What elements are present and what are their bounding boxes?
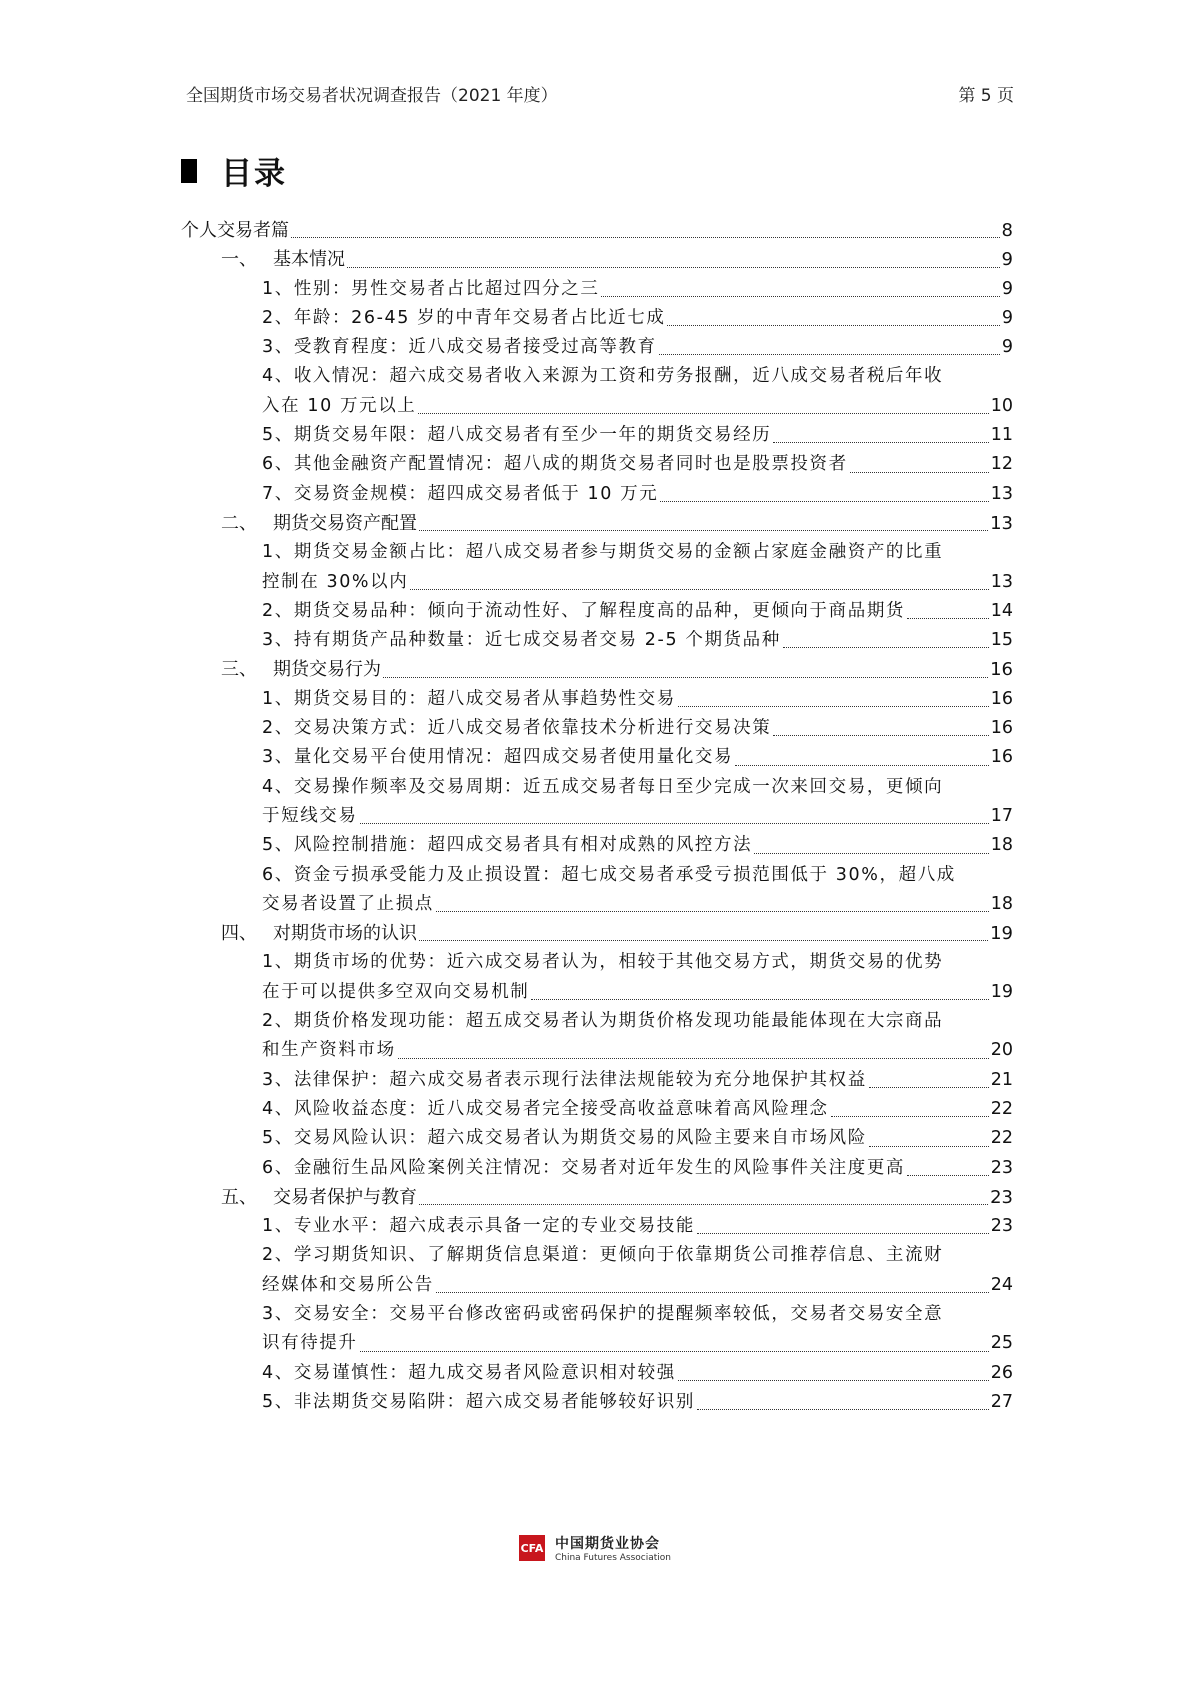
toc-entry-label: 基本情况 bbox=[273, 249, 345, 271]
toc-entry-label: 个人交易者篇 bbox=[181, 220, 289, 241]
toc-entry-page: 20 bbox=[990, 1040, 1013, 1061]
toc-entry-item[interactable] bbox=[181, 392, 1013, 421]
toc-entry-item[interactable] bbox=[181, 421, 1013, 450]
toc-entry-item[interactable] bbox=[181, 480, 1013, 509]
toc-entry-page: 13 bbox=[990, 571, 1013, 592]
toc-entry-label: 和生产资料市场 bbox=[262, 1040, 396, 1061]
toc-entry-label: 5、期货交易年限：超八成交易者有至少一年的期货交易经历 bbox=[262, 425, 772, 446]
toc-entry-page: 22 bbox=[990, 1128, 1013, 1149]
dot-leader bbox=[697, 1408, 989, 1410]
dot-leader bbox=[410, 588, 988, 590]
toc-entry-page: 19 bbox=[990, 923, 1013, 945]
dot-leader bbox=[907, 617, 989, 619]
toc-entry-item[interactable] bbox=[181, 714, 1013, 743]
toc-entry-section[interactable] bbox=[181, 1183, 1013, 1212]
toc-entry-item[interactable] bbox=[181, 333, 1013, 362]
toc-entry-label: 识有待提升 bbox=[262, 1333, 358, 1354]
dot-leader bbox=[360, 1350, 989, 1352]
toc-entry-page: 16 bbox=[990, 718, 1013, 739]
toc-entry-page: 15 bbox=[990, 630, 1013, 651]
toc-entry-page: 16 bbox=[990, 659, 1013, 681]
dot-leader bbox=[418, 412, 988, 414]
section-number: 五、 bbox=[221, 1186, 257, 1208]
toc-entry-page: 26 bbox=[990, 1362, 1013, 1383]
toc-entry-item[interactable] bbox=[181, 1329, 1013, 1358]
toc-entry-item[interactable] bbox=[181, 450, 1013, 479]
toc-entry-page: 16 bbox=[990, 747, 1013, 768]
table-of-contents bbox=[181, 216, 1013, 1417]
dot-leader bbox=[850, 471, 989, 473]
page-header bbox=[186, 80, 1014, 106]
heading-square-icon bbox=[181, 159, 197, 183]
org-name-en: China Futures Association bbox=[554, 1553, 672, 1563]
toc-entry-item[interactable] bbox=[181, 568, 1013, 597]
toc-entry-label: 在于可以提供多空双向交易机制 bbox=[262, 981, 530, 1002]
dot-leader bbox=[783, 646, 989, 648]
toc-entry-label: 5、非法期货交易陷阱：超六成交易者能够较好识别 bbox=[262, 1391, 695, 1412]
toc-entry-page: 13 bbox=[990, 483, 1013, 504]
toc-entry-page: 25 bbox=[990, 1333, 1013, 1354]
toc-entry-page: 24 bbox=[990, 1274, 1013, 1295]
toc-entry-label: 3、法律保护：超六成交易者表示现行法律法规能较为充分地保护其权益 bbox=[262, 1069, 867, 1090]
toc-entry-label: 控制在 30%以内 bbox=[262, 571, 409, 592]
toc-entry-page: 18 bbox=[990, 835, 1013, 856]
toc-entry-page: 12 bbox=[990, 454, 1013, 475]
toc-entry-page: 18 bbox=[990, 893, 1013, 914]
toc-entry-label: 1、期货交易目的：超八成交易者从事趋势性交易 bbox=[262, 688, 676, 709]
toc-entry-label: 3、持有期货产品种数量：近七成交易者交易 2-5 个期货品种 bbox=[262, 630, 781, 651]
toc-entry-page: 22 bbox=[990, 1098, 1013, 1119]
dot-leader bbox=[773, 734, 988, 736]
toc-entry-item[interactable] bbox=[181, 1212, 1013, 1241]
section-number: 三、 bbox=[221, 659, 257, 681]
dot-leader bbox=[678, 1379, 989, 1381]
dot-leader bbox=[660, 500, 988, 502]
toc-entry-page: 23 bbox=[990, 1216, 1013, 1237]
dot-leader bbox=[531, 998, 988, 1000]
toc-entry-page: 13 bbox=[990, 512, 1013, 534]
toc-entry-item[interactable] bbox=[181, 1095, 1013, 1124]
toc-entry-label: 1、性别：男性交易者占比超过四分之三 bbox=[262, 278, 600, 299]
toc-entry-item-line[interactable]: 2、期货价格发现功能：超五成交易者认为期货价格发现功能最能体现在大宗商品 bbox=[262, 1011, 944, 1032]
toc-entry-item-line[interactable]: 6、资金亏损承受能力及止损设置：超七成交易者承受亏损范围低于 30%，超八成 bbox=[262, 864, 956, 885]
toc-entry-label: 2、期货交易品种：倾向于流动性好、了解程度高的品种，更倾向于商品期货 bbox=[262, 600, 906, 621]
toc-entry-item-line[interactable]: 1、期货市场的优势：近六成交易者认为，相较于其他交易方式，期货交易的优势 bbox=[262, 952, 944, 973]
dot-leader bbox=[667, 324, 999, 326]
dot-leader bbox=[697, 1232, 989, 1234]
toc-entry-label: 2、交易决策方式：近八成交易者依靠技术分析进行交易决策 bbox=[262, 718, 772, 739]
toc-entry-page: 23 bbox=[990, 1186, 1013, 1208]
toc-entry-section[interactable] bbox=[181, 245, 1013, 274]
dot-leader bbox=[383, 676, 988, 678]
report-title: 全国期货市场交易者状况调查报告（2021 年度） bbox=[186, 85, 558, 106]
dot-leader bbox=[831, 1115, 989, 1117]
toc-entry-item-line[interactable]: 3、交易安全：交易平台修改密码或密码保护的提醒频率较低，交易者交易安全意 bbox=[262, 1303, 944, 1324]
dot-leader bbox=[869, 1086, 989, 1088]
footer-logo bbox=[0, 1533, 1190, 1563]
toc-entry-label: 入在 10 万元以上 bbox=[262, 395, 417, 416]
toc-entry-label: 3、量化交易平台使用情况：超四成交易者使用量化交易 bbox=[262, 747, 734, 768]
toc-entry-item[interactable] bbox=[181, 1036, 1013, 1065]
toc-entry-item[interactable] bbox=[181, 1388, 1013, 1417]
toc-entry-item[interactable] bbox=[181, 685, 1013, 714]
toc-entry-page: 27 bbox=[990, 1391, 1013, 1412]
toc-entry-item[interactable] bbox=[181, 743, 1013, 772]
toc-entry-item-line[interactable]: 2、学习期货知识、了解期货信息渠道：更倾向于依靠期货公司推荐信息、主流财 bbox=[262, 1245, 944, 1266]
toc-entry-label: 于短线交易 bbox=[262, 805, 358, 826]
toc-entry-label: 3、受教育程度：近八成交易者接受过高等教育 bbox=[262, 337, 657, 358]
dot-leader bbox=[419, 939, 988, 941]
toc-title: 目录 bbox=[221, 156, 287, 192]
toc-entry-section[interactable] bbox=[181, 919, 1013, 948]
dot-leader bbox=[419, 529, 988, 531]
dot-leader bbox=[659, 353, 1000, 355]
toc-entry-part[interactable] bbox=[181, 216, 1013, 245]
toc-entry-label: 2、年龄：26-45 岁的中青年交易者占比近七成 bbox=[262, 307, 666, 328]
toc-entry-label: 交易者设置了止损点 bbox=[262, 893, 434, 914]
toc-entry-page: 9 bbox=[1001, 249, 1013, 271]
toc-entry-item[interactable] bbox=[181, 1359, 1013, 1388]
toc-entry-item[interactable] bbox=[181, 304, 1013, 333]
dot-leader bbox=[347, 266, 1000, 268]
dot-leader bbox=[773, 441, 988, 443]
toc-entry-page: 14 bbox=[990, 600, 1013, 621]
toc-entry-page: 21 bbox=[990, 1069, 1013, 1090]
dot-leader bbox=[291, 236, 1000, 238]
toc-entry-item[interactable] bbox=[181, 1066, 1013, 1095]
toc-entry-label: 5、交易风险认识：超六成交易者认为期货交易的风险主要来自市场风险 bbox=[262, 1128, 867, 1149]
toc-entry-page: 16 bbox=[990, 688, 1013, 709]
cfa-logo-icon: CFA bbox=[519, 1535, 545, 1561]
toc-entry-section[interactable] bbox=[181, 655, 1013, 684]
toc-entry-item[interactable] bbox=[181, 831, 1013, 860]
toc-entry-label: 6、金融衍生品风险案例关注情况：交易者对近年发生的风险事件关注度更高 bbox=[262, 1157, 906, 1178]
dot-leader bbox=[419, 1203, 988, 1205]
toc-entry-label: 对期货市场的认识 bbox=[273, 923, 417, 945]
toc-entry-page: 9 bbox=[1001, 307, 1013, 328]
toc-entry-page: 11 bbox=[990, 425, 1013, 446]
toc-entry-item[interactable] bbox=[181, 890, 1013, 919]
dot-leader bbox=[735, 764, 989, 766]
dot-leader bbox=[436, 1291, 989, 1293]
toc-entry-label: 1、专业水平：超六成表示具备一定的专业交易技能 bbox=[262, 1216, 695, 1237]
toc-entry-item[interactable] bbox=[181, 1154, 1013, 1183]
toc-entry-page: 17 bbox=[990, 805, 1013, 826]
dot-leader bbox=[869, 1145, 989, 1147]
toc-entry-label: 6、其他金融资产配置情况：超八成的期货交易者同时也是股票投资者 bbox=[262, 454, 848, 475]
toc-entry-page: 9 bbox=[1001, 278, 1013, 299]
toc-entry-section[interactable] bbox=[181, 509, 1013, 538]
dot-leader bbox=[360, 822, 989, 824]
toc-entry-item-line[interactable]: 4、交易操作频率及交易周期：近五成交易者每日至少完成一次来回交易，更倾向 bbox=[262, 776, 944, 797]
toc-entry-page: 19 bbox=[990, 981, 1013, 1002]
toc-entry-page: 23 bbox=[990, 1157, 1013, 1178]
dot-leader bbox=[754, 852, 988, 854]
toc-entry-label: 4、交易谨慎性：超九成交易者风险意识相对较强 bbox=[262, 1362, 676, 1383]
org-name-cn: 中国期货业协会 bbox=[554, 1536, 660, 1552]
section-number: 二、 bbox=[221, 512, 257, 534]
toc-entry-label: 7、交易资金规模：超四成交易者低于 10 万元 bbox=[262, 483, 659, 504]
toc-entry-item[interactable] bbox=[181, 1124, 1013, 1153]
toc-entry-item[interactable] bbox=[181, 626, 1013, 655]
toc-heading bbox=[181, 148, 287, 193]
toc-entry-item[interactable] bbox=[181, 597, 1013, 626]
toc-entry-label: 5、风险控制措施：超四成交易者具有相对成熟的风控方法 bbox=[262, 835, 753, 856]
toc-entry-page: 10 bbox=[990, 395, 1013, 416]
toc-entry-item-line[interactable]: 1、期货交易金额占比：超八成交易者参与期货交易的金额占家庭金融资产的比重 bbox=[262, 542, 944, 563]
toc-entry-page: 9 bbox=[1001, 337, 1013, 358]
dot-leader bbox=[398, 1057, 989, 1059]
toc-entry-item-line[interactable]: 4、收入情况：超六成交易者收入来源为工资和劳务报酬，近八成交易者税后年收 bbox=[262, 366, 944, 387]
page-number: 第 5 页 bbox=[958, 85, 1014, 106]
dot-leader bbox=[601, 295, 999, 297]
section-number: 一、 bbox=[221, 249, 257, 271]
dot-leader bbox=[907, 1174, 989, 1176]
section-number: 四、 bbox=[221, 923, 257, 945]
toc-entry-label: 经媒体和交易所公告 bbox=[262, 1274, 434, 1295]
toc-entry-item[interactable] bbox=[181, 978, 1013, 1007]
dot-leader bbox=[436, 910, 989, 912]
toc-entry-label: 4、风险收益态度：近八成交易者完全接受高收益意味着高风险理念 bbox=[262, 1098, 829, 1119]
toc-entry-label: 交易者保护与教育 bbox=[273, 1186, 417, 1208]
toc-entry-item[interactable] bbox=[181, 1271, 1013, 1300]
dot-leader bbox=[678, 705, 989, 707]
toc-entry-page: 8 bbox=[1001, 220, 1013, 241]
toc-entry-label: 期货交易资产配置 bbox=[273, 512, 417, 534]
toc-entry-item[interactable] bbox=[181, 275, 1013, 304]
toc-entry-item[interactable] bbox=[181, 802, 1013, 831]
toc-entry-label: 期货交易行为 bbox=[273, 659, 381, 681]
